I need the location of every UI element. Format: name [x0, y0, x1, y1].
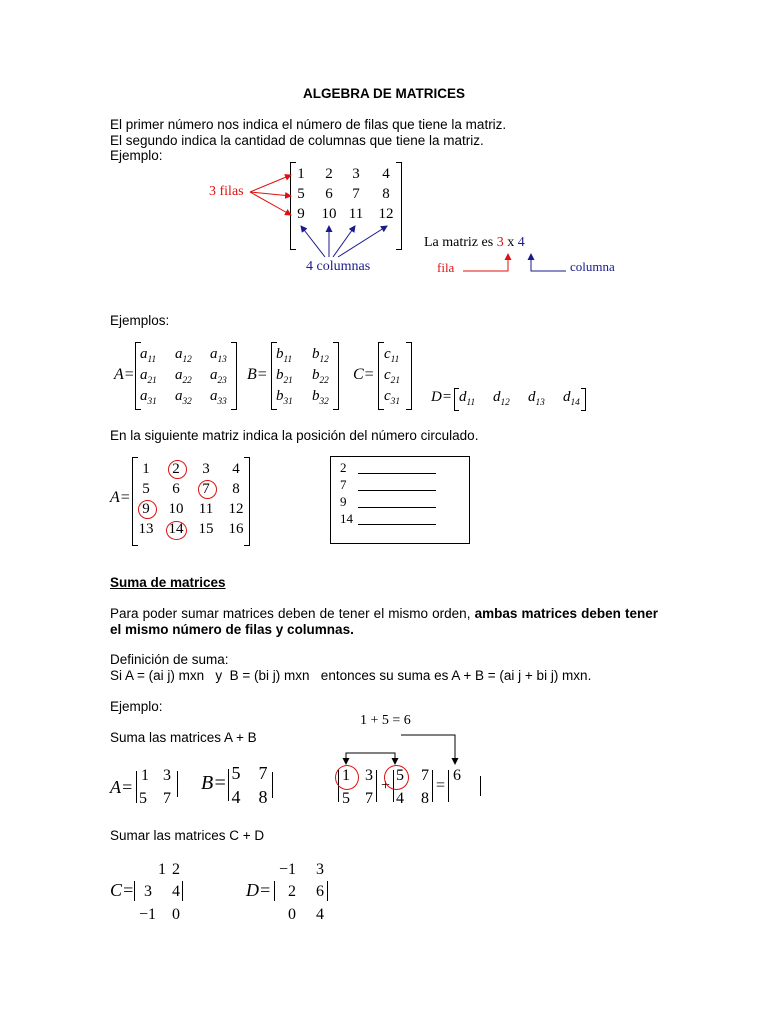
- matrix-cell: 12: [378, 206, 394, 222]
- matrix-cell: 1: [158, 861, 166, 878]
- matrix-cell: 3: [144, 883, 152, 900]
- matrix-name: D: [246, 880, 259, 900]
- matrix-cell: 16: [228, 521, 244, 537]
- matrix-cell: 1: [141, 767, 149, 784]
- suma-para-bold: ambas matrices deben tener el mismo número de filas y columnas.: [110, 606, 658, 637]
- matrix-name: A: [110, 489, 120, 506]
- sum-result: 6: [453, 767, 461, 784]
- matrix-cell: −1: [138, 906, 156, 923]
- entry-letter: b: [312, 367, 320, 383]
- entry-letter: a: [175, 388, 183, 404]
- ejemplo-label: Ejemplo:: [110, 699, 163, 714]
- rows-label: 3 filas: [209, 184, 244, 199]
- entry-letter: a: [140, 346, 148, 362]
- matrix-b-name: B=: [247, 366, 268, 383]
- matrix-cell: 9: [297, 206, 305, 222]
- matrix-cell: 3: [202, 461, 210, 477]
- matrix-cell: 1: [142, 461, 150, 477]
- matrix-name: D: [431, 389, 442, 405]
- matrix-cell: 4: [382, 166, 390, 182]
- entry-index: 13: [217, 355, 227, 365]
- entry-index: 14: [570, 398, 580, 408]
- matrix-cell: 5: [342, 790, 350, 807]
- definicion-line-2: Si A = (ai j) mxn y B = (bi j) mxn entonces su suma es A + B = (ai j + bi j) mxn.: [110, 668, 592, 683]
- entry-index: 32: [182, 397, 192, 407]
- matrix-cell: 7: [202, 481, 210, 497]
- entry-letter: a: [175, 367, 183, 383]
- position-question: En la siguiente matriz indica la posición del número circulado.: [110, 428, 479, 443]
- matrix-cell: 5: [139, 790, 147, 807]
- matrix-cell: 4: [396, 790, 404, 807]
- matrix-cell: 2: [325, 166, 333, 182]
- matrix-name: B: [247, 366, 257, 383]
- matrix-cell: 4: [316, 906, 324, 923]
- matrix-cell: 2: [172, 861, 180, 878]
- matrix-name: C: [353, 366, 364, 383]
- entry-letter: a: [210, 367, 218, 383]
- matrix-cell: 5: [396, 767, 404, 784]
- page-title: ALGEBRA DE MATRICES: [303, 86, 465, 101]
- entry-letter: a: [140, 388, 148, 404]
- entry-letter: c: [384, 388, 391, 404]
- matrix-cell: 6: [325, 186, 333, 202]
- entry-index: 22: [182, 376, 192, 386]
- entry-index: 11: [283, 355, 293, 365]
- entry-letter: b: [312, 388, 320, 404]
- entry-letter: a: [175, 346, 183, 362]
- matrix-cell: 11: [348, 206, 364, 222]
- entry-index: 31: [147, 397, 157, 407]
- matrix-cell: 15: [198, 521, 214, 537]
- sum-a-name: A=: [110, 777, 134, 797]
- matrix-cell: 7: [258, 763, 268, 783]
- calc-note: 1 + 5 = 6: [360, 713, 411, 728]
- matrix-bar: [182, 881, 183, 901]
- entry-letter: a: [210, 346, 218, 362]
- answer-item: 14: [340, 511, 353, 526]
- matrix-cell: 3: [316, 861, 324, 878]
- cols-label: 4 columnas: [306, 259, 371, 274]
- entry-index: 12: [319, 355, 329, 365]
- entry-index: 12: [500, 398, 510, 408]
- matrix-cell: 2: [288, 883, 296, 900]
- intro-line-3: Ejemplo:: [110, 148, 163, 163]
- entry-index: 11: [147, 355, 157, 365]
- entry-letter: c: [384, 367, 391, 383]
- suma-para-normal: Para poder sumar matrices deben de tener el mismo orden,: [110, 606, 475, 621]
- matrix-cell: 8: [232, 481, 240, 497]
- entry-index: 12: [182, 355, 192, 365]
- matrix-name: A: [110, 777, 121, 797]
- definicion-line-1: Definición de suma:: [110, 652, 229, 667]
- matrix-cell: 9: [142, 501, 150, 517]
- intro-line-2: El segundo indica la cantidad de columnas que tiene la matriz.: [110, 133, 484, 148]
- size-prefix: La matriz es: [424, 235, 497, 250]
- entry-letter: d: [563, 389, 571, 405]
- entry-letter: d: [493, 389, 501, 405]
- entry-index: 21: [283, 376, 293, 386]
- matrix-cell: 13: [138, 521, 154, 537]
- matrix-cell: 0: [288, 906, 296, 923]
- matrix-cell: 14: [168, 521, 184, 537]
- matrix-cell: 3: [365, 767, 373, 784]
- matrix-cell: 8: [258, 787, 268, 807]
- matrix-cell: 5: [231, 763, 241, 783]
- entry-letter: b: [276, 367, 284, 383]
- matrix-cell: 5: [297, 186, 305, 202]
- matrix-bar: [327, 881, 328, 901]
- entry-index: 33: [217, 397, 227, 407]
- matrix-cell: 6: [316, 883, 324, 900]
- entry-letter: c: [384, 346, 391, 362]
- examples-heading: Ejemplos:: [110, 313, 170, 328]
- entry-letter: a: [210, 388, 218, 404]
- suma-cd-label: Sumar las matrices C + D: [110, 828, 265, 843]
- matrix-a-name: A=: [114, 366, 135, 383]
- matrix-cell: 4: [232, 461, 240, 477]
- matrix-cell: 5: [142, 481, 150, 497]
- size-x: x: [503, 235, 518, 250]
- sum-d-name: D=: [246, 880, 272, 900]
- matrix-cell: 7: [421, 767, 429, 784]
- matrix-cell: 8: [421, 790, 429, 807]
- matrix-cell: 7: [163, 790, 171, 807]
- entry-letter: d: [459, 389, 467, 405]
- matrix-d-name: D=: [431, 389, 452, 405]
- matrix-name: C: [110, 880, 123, 900]
- columna-label: columna: [570, 259, 615, 274]
- matrix-cell: 2: [172, 461, 180, 477]
- entry-index: 32: [319, 397, 329, 407]
- entry-letter: b: [276, 346, 284, 362]
- matrix-c-name: C=: [353, 366, 375, 383]
- matrix-cell: 10: [321, 206, 337, 222]
- entry-index: 11: [466, 398, 476, 408]
- sum-c-name: C=: [110, 880, 135, 900]
- matrix-cell: 8: [382, 186, 390, 202]
- fila-label: fila: [437, 260, 455, 275]
- plus-sign: +: [381, 777, 391, 794]
- matrix-cell: 7: [352, 186, 360, 202]
- entry-index: 31: [390, 397, 400, 407]
- size-cols: 4: [517, 235, 525, 250]
- answer-item: 7: [340, 477, 347, 492]
- entry-index: 22: [319, 376, 329, 386]
- matrix-name: B: [201, 772, 214, 794]
- intro-line-1: El primer número nos indica el número de filas que tiene la matriz.: [110, 117, 507, 132]
- entry-index: 21: [390, 376, 400, 386]
- entry-letter: a: [140, 367, 148, 383]
- entry-letter: b: [276, 388, 284, 404]
- matrix-cell: 1: [342, 767, 350, 784]
- entry-letter: b: [312, 346, 320, 362]
- answer-item: 9: [340, 494, 347, 509]
- position-matrix-name: A=: [110, 489, 131, 506]
- suma-heading: Suma de matrices: [110, 575, 226, 590]
- matrix-cell: 12: [228, 501, 244, 517]
- matrix-cell: −1: [278, 861, 296, 878]
- matrix-cell: 4: [172, 883, 180, 900]
- suma-ab-label: Suma las matrices A + B: [110, 730, 257, 745]
- entry-index: 21: [147, 376, 157, 386]
- matrix-cell: 10: [168, 501, 184, 517]
- answer-item: 2: [340, 460, 347, 475]
- entry-index: 13: [535, 398, 545, 408]
- matrix-cell: 6: [172, 481, 180, 497]
- entry-letter: d: [528, 389, 536, 405]
- equals-sign: =: [436, 777, 446, 794]
- matrix-cell: 4: [231, 787, 241, 807]
- matrix-cell: 7: [365, 790, 373, 807]
- entry-index: 11: [390, 355, 400, 365]
- matrix-cell: 3: [352, 166, 360, 182]
- size-rows: 3: [496, 235, 504, 250]
- matrix-cell: 11: [198, 501, 214, 517]
- entry-index: 31: [283, 397, 293, 407]
- matrix-cell: 3: [163, 767, 171, 784]
- matrix-cell: 1: [297, 166, 305, 182]
- sum-b-name: B=: [201, 772, 227, 794]
- entry-index: 23: [217, 376, 227, 386]
- matrix-name: A: [114, 366, 124, 383]
- matrix-cell: 0: [172, 906, 180, 923]
